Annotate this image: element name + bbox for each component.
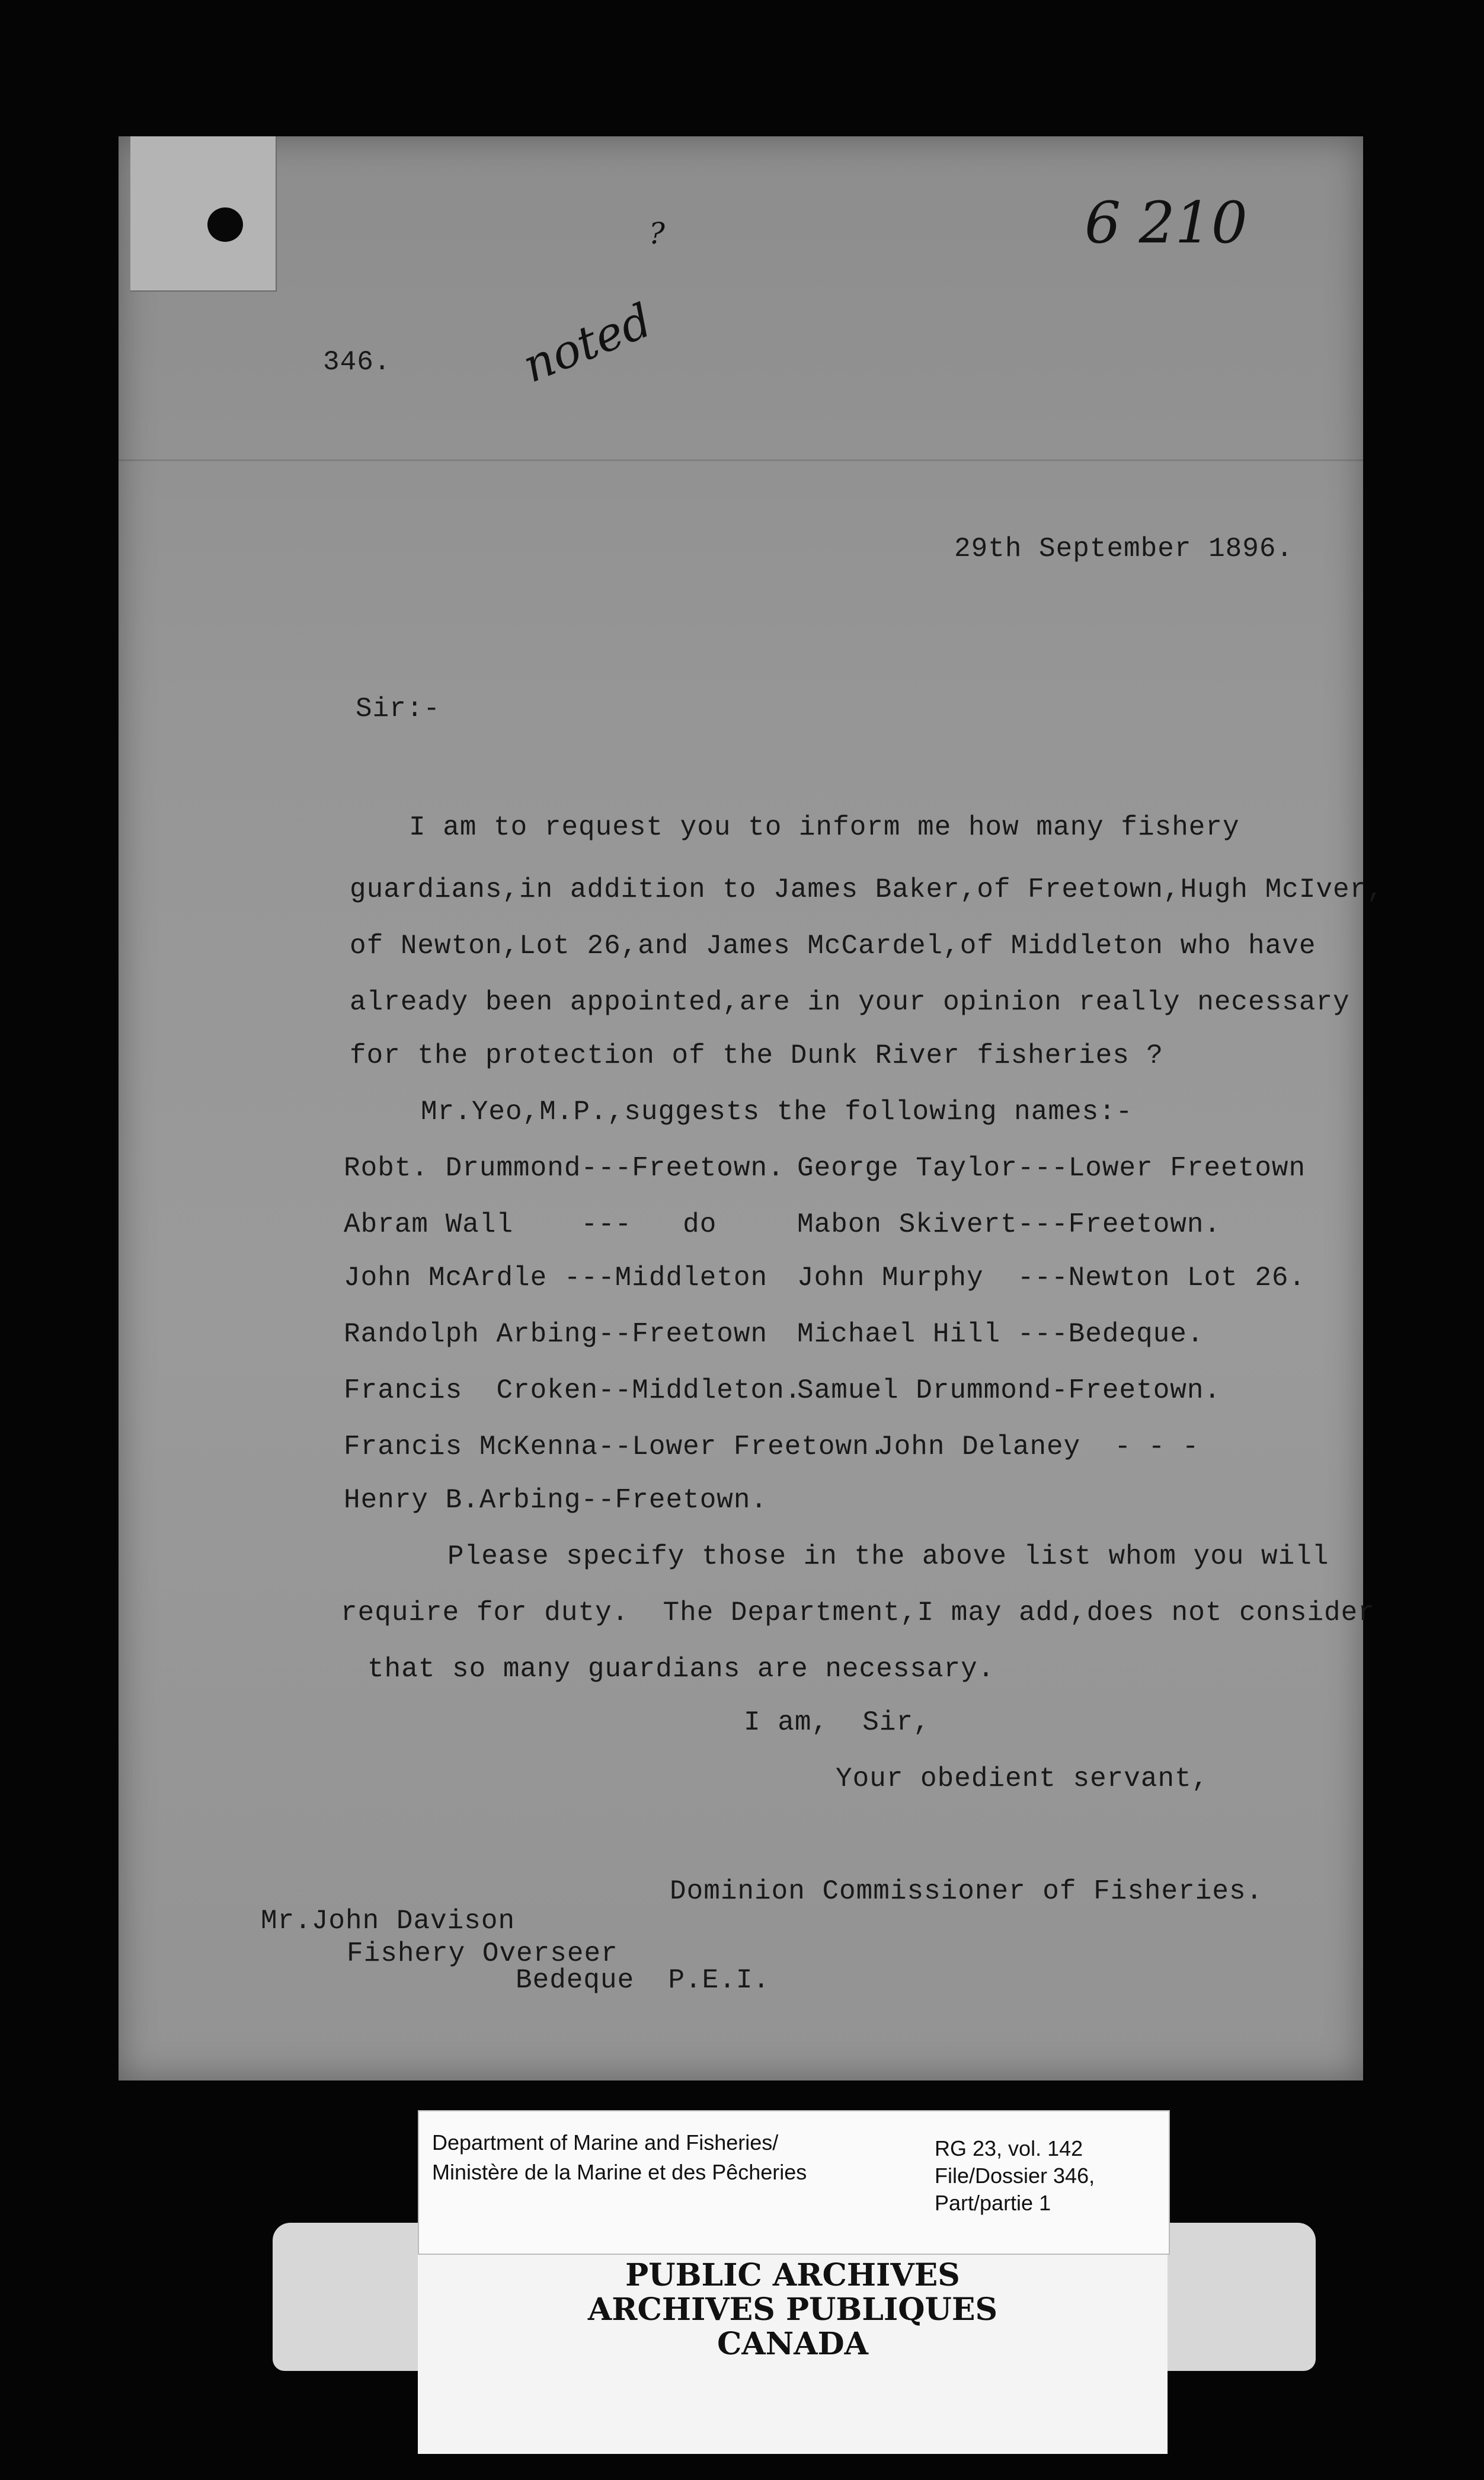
archive-ref: RG 23, vol. 142 bbox=[935, 2136, 1083, 2161]
addressee-line: Mr.John Davison bbox=[261, 1906, 516, 1936]
name-entry: John Delaney - - - bbox=[877, 1431, 1200, 1462]
file-number: 346. bbox=[323, 347, 391, 378]
name-entry: Abram Wall --- do bbox=[344, 1209, 717, 1240]
margin-note: noted bbox=[516, 293, 659, 394]
paragraph2-line: Please specify those in the above list whom you will bbox=[447, 1541, 1329, 1572]
signature-title: Dominion Commissioner of Fisheries. bbox=[670, 1876, 1264, 1907]
name-entry: Henry B.Arbing--Freetown. bbox=[344, 1485, 768, 1516]
annotation-marker: ? bbox=[649, 216, 665, 251]
paragraph1-line: for the protection of the Dunk River fisheries ? bbox=[350, 1040, 1164, 1071]
name-entry: Mabon Skivert---Freetown. bbox=[797, 1209, 1221, 1240]
name-entry: Francis McKenna--Lower Freetown. bbox=[344, 1431, 887, 1462]
paper-fold bbox=[119, 459, 1363, 461]
addressee-line: Bedeque P.E.I. bbox=[516, 1965, 770, 1996]
paper-tab bbox=[130, 136, 277, 292]
closing: I am, Sir, bbox=[744, 1707, 930, 1738]
department-fr: Ministère de la Marine et des Pêcheries bbox=[432, 2160, 807, 2184]
paragraph1-line: guardians,in addition to James Baker,of Freetown,Hugh McIver, bbox=[350, 874, 1384, 905]
punch-hole bbox=[207, 207, 243, 242]
archive-ref: Part/partie 1 bbox=[935, 2191, 1051, 2215]
name-entry: John McArdle ---Middleton bbox=[344, 1263, 768, 1293]
paragraph1-line: already been appointed,are in your opinion really necessary bbox=[350, 987, 1350, 1018]
addressee-line: Fishery Overseer bbox=[347, 1938, 618, 1969]
archive-ref: File/Dossier 346, bbox=[935, 2163, 1095, 2188]
archive-stamp bbox=[418, 2258, 1168, 2361]
salutation: Sir:- bbox=[356, 693, 441, 724]
archive-label bbox=[418, 2110, 1170, 2255]
name-entry: Robt. Drummond---Freetown. bbox=[344, 1153, 785, 1184]
paragraph2-line: require for duty. The Department,I may add,does not consider bbox=[341, 1597, 1375, 1628]
suggestion-intro: Mr.Yeo,M.P.,suggests the following names:- bbox=[421, 1097, 1133, 1127]
paragraph1-line: I am to request you to inform me how many fishery bbox=[409, 812, 1240, 843]
stamp-line: ARCHIVES PUBLIQUES bbox=[587, 2292, 998, 2328]
name-entry: Randolph Arbing--Freetown bbox=[344, 1319, 768, 1350]
letter-date: 29th September 1896. bbox=[954, 533, 1294, 564]
stamp-line: CANADA bbox=[717, 2326, 869, 2362]
paragraph2-line: that so many guardians are necessary. bbox=[367, 1654, 995, 1685]
paragraph1-line: of Newton,Lot 26,and James McCardel,of Middleton who have bbox=[350, 931, 1316, 961]
name-entry: Francis Croken--Middleton. bbox=[344, 1375, 802, 1406]
name-entry: John Murphy ---Newton Lot 26. bbox=[797, 1263, 1306, 1293]
department-en: Department of Marine and Fisheries/ bbox=[432, 2130, 779, 2155]
closing: Your obedient servant, bbox=[836, 1763, 1209, 1794]
corner-note: 6 210 bbox=[1085, 190, 1248, 256]
name-entry: Samuel Drummond-Freetown. bbox=[797, 1375, 1221, 1406]
name-entry: George Taylor---Lower Freetown bbox=[797, 1153, 1306, 1184]
stamp-line: PUBLIC ARCHIVES bbox=[625, 2257, 960, 2293]
name-entry: Michael Hill ---Bedeque. bbox=[797, 1319, 1204, 1350]
